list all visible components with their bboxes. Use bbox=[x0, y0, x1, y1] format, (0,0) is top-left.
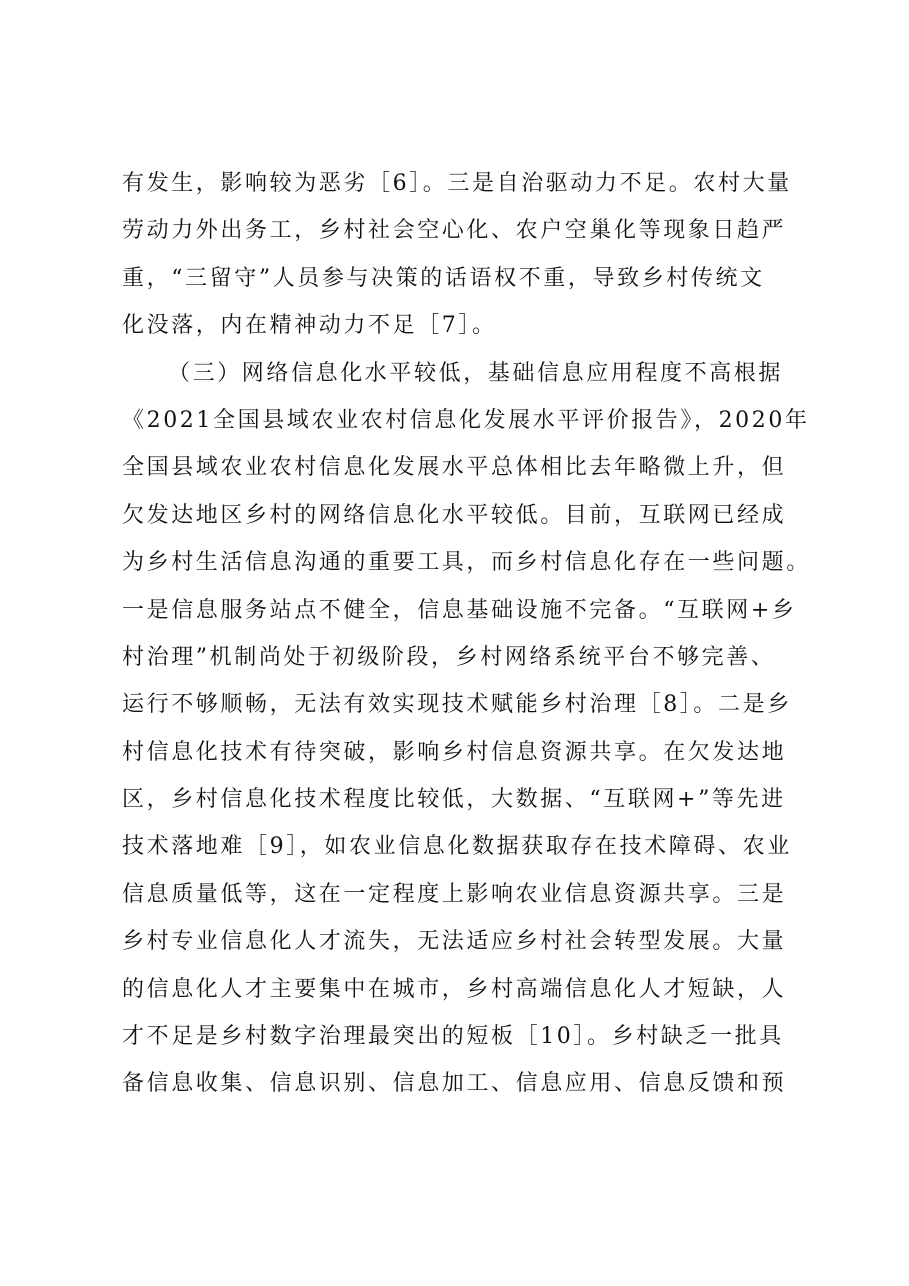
text-line: 全国县域农业农村信息化发展水平总体相比去年略微上升，但 bbox=[122, 455, 787, 481]
text-line: 运行不够顺畅，无法有效实现技术赋能乡村治理［8］。二是乡 bbox=[122, 692, 792, 718]
text-line: 一是信息服务站点不健全，信息基础设施不完备。“互联网+乡 bbox=[122, 597, 797, 623]
body-text bbox=[122, 160, 811, 1108]
text-line: 区，乡村信息化技术程度比较低，大数据、“互联网+”等先进 bbox=[122, 787, 786, 813]
text-line: 乡村专业信息化人才流失，无法适应乡村社会转型发展。大量 bbox=[122, 929, 787, 955]
text-line: 技术落地难［9］，如农业信息化数据获取存在技术障碍、农业 bbox=[122, 834, 792, 860]
text-line: 重，“三留守”人员参与决策的话语权不重，导致乡村传统文 bbox=[122, 265, 765, 291]
text-line: 劳动力外出务工，乡村社会空心化、农户空巢化等现象日趋严 bbox=[122, 218, 787, 244]
text-line: 欠发达地区乡村的网络信息化水平较低。目前，互联网已经成 bbox=[122, 502, 787, 528]
text-line: 村治理”机制尚处于初级阶段，乡村网络系统平台不够完善、 bbox=[122, 644, 776, 670]
text-line: 《2021全国县域农业农村信息化发展水平评价报告》，2020年 bbox=[122, 407, 810, 433]
text-line: 有发生，影响较为恶劣［6］。三是自治驱动力不足。农村大量 bbox=[122, 171, 792, 196]
text-line: 才不足是乡村数字治理最突出的短板［10］。乡村缺乏一批具 bbox=[122, 1024, 784, 1050]
text-line: 的信息化人才主要集中在城市，乡村高端信息化人才短缺，人 bbox=[122, 976, 787, 1002]
section-heading-line: （三）网络信息化水平较低，基础信息应用程度不高根据 bbox=[168, 360, 784, 386]
text-line: 为乡村生活信息沟通的重要工具，而乡村信息化存在一些问题。 bbox=[122, 550, 811, 576]
text-line: 村信息化技术有待突破，影响乡村信息资源共享。在欠发达地 bbox=[122, 739, 787, 765]
text-line: 备信息收集、信息识别、信息加工、信息应用、信息反馈和预 bbox=[122, 1071, 787, 1097]
text-line: 信息质量低等，这在一定程度上影响农业信息资源共享。三是 bbox=[122, 881, 787, 907]
text-line: 化没落，内在精神动力不足［7］。 bbox=[122, 313, 497, 339]
